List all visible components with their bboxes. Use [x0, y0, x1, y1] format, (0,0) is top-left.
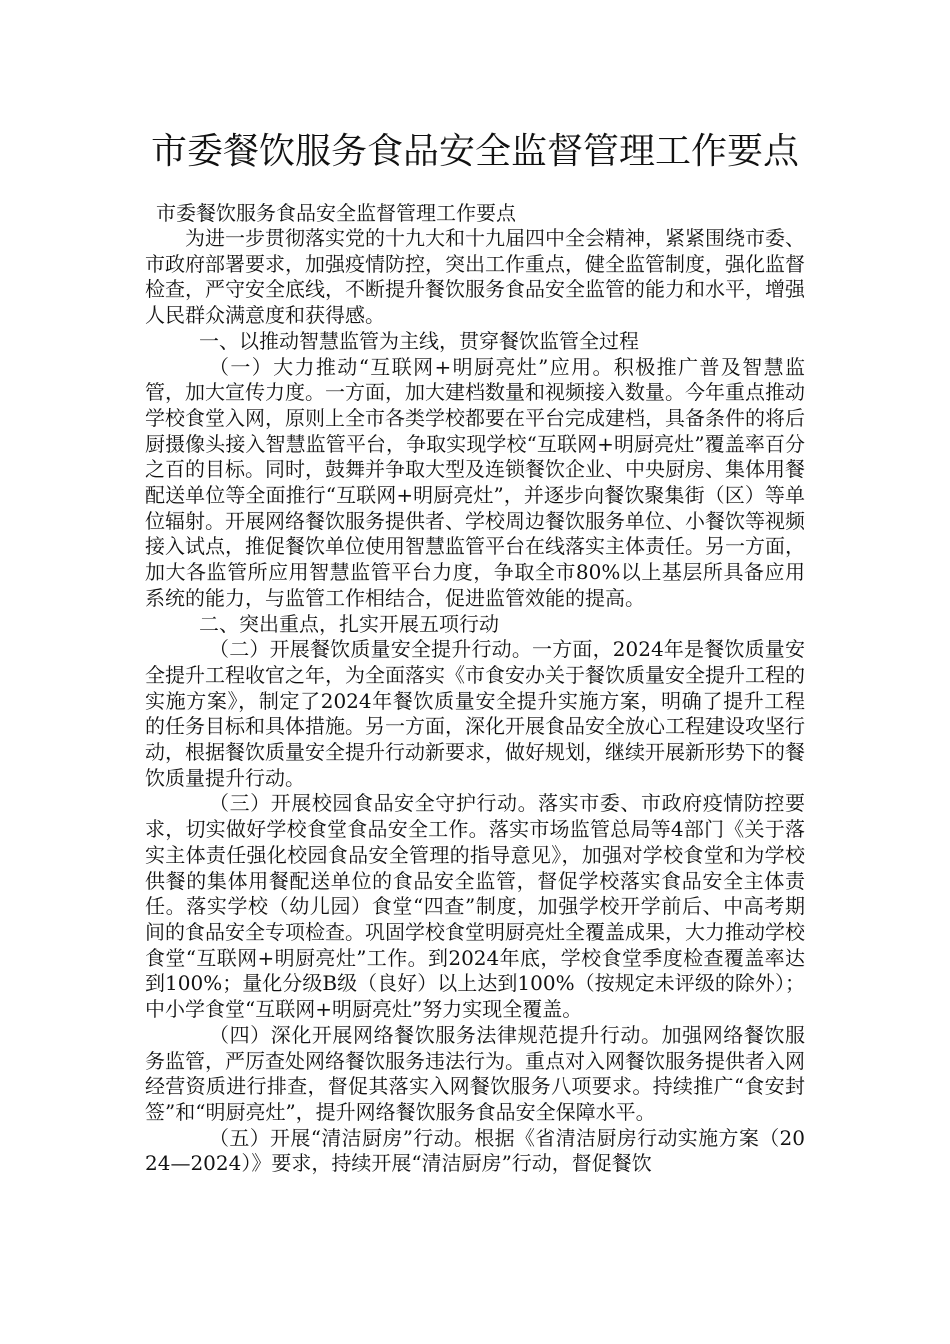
paragraph-item-3: （三）开展校园食品安全守护行动。落实市委、市政府疫情防控要求，切实做好学校食堂食品安全工作。落实市场监管总局等4部门《关于落实主体责任强化校园食品安全管理的指导意见》，加强对学校食堂和为学校供餐的集体用餐配送单位的食品安全监管，督促学校落实食品安全主体责任。落实学校（幼儿园）食堂“四查”制度，加强学校开学前后、中高考期间的食品安全专项检查。巩固学校食堂明厨亮灶全覆盖成果，大力推动学校食堂“互联网+明厨亮灶”工作。到2024年底，学校食堂季度检查覆盖率达到100%；量化分级B级（良好）以上达到100%（按规定未评级的除外）；中小学食堂“互联网+明厨亮灶”努力实现全覆盖。 — [145, 791, 805, 1022]
section-heading-2: 二、突出重点，扎实开展五项行动 — [199, 611, 499, 636]
paragraph-item-1: （一）大力推动“互联网+明厨亮灶”应用。积极推广普及智慧监管，加大宣传力度。一方面，加大建档数量和视频接入数量。今年重点推动学校食堂入网，原则上全市各类学校都要在平台完成建档，具备条件的将后厨摄像头接入智慧监管平台，争取实现学校“互联网+明厨亮灶”覆盖率百分之百的目标。同时，鼓舞并争取大型及连锁餐饮企业、中央厨房、集体用餐配送单位等全面推行“互联网+明厨亮灶”，并逐步向餐饮聚集街（区）等单位辐射。开展网络餐饮服务提供者、学校周边餐饮服务单位、小餐饮等视频接入试点，推促餐饮单位使用智慧监管平台在线落实主体责任。另一方面，加大各监管所应用智慧监管平台力度，争取全市80%以上基层所具备应用系统的能力，与监管工作相结合，促进监管效能的提高。 — [145, 354, 805, 610]
paragraph-item-5: （五）开展“清洁厨房”行动。根据《省清洁厨房行动实施方案（2024—2024）》要求，持续开展“清洁厨房”行动，督促餐饮 — [145, 1125, 805, 1176]
paragraph-item-4: （四）深化开展网络餐饮服务法律规范提升行动。加强网络餐饮服务监管，严厉查处网络餐饮服务违法行为。重点对入网餐饮服务提供者入网经营资质进行排查，督促其落实入网餐饮服务八项要求。持续推广“食安封签”和“明厨亮灶”，提升网络餐饮服务食品安全保障水平。 — [145, 1022, 805, 1124]
paragraph-intro: 为进一步贯彻落实党的十九大和十九届四中全会精神，紧紧围绕市委、市政府部署要求，加强疫情防控，突出工作重点，健全监管制度，强化监督检查，严守安全底线，不断提升餐饮服务食品安全监管的能力和水平，增强人民群众满意度和获得感。 — [145, 226, 805, 328]
paragraph-item-2: （二）开展餐饮质量安全提升行动。一方面，2024年是餐饮质量安全提升工程收官之年，为全面落实《市食安办关于餐饮质量安全提升工程的实施方案》，制定了2024年餐饮质量安全提升实施方案，明确了提升工程的任务目标和具体措施。另一方面，深化开展食品安全放心工程建设攻坚行动，根据餐饮质量安全提升行动新要求，做好规划，继续开展新形势下的餐饮质量提升行动。 — [145, 637, 805, 790]
document-title: 市委餐饮服务食品安全监督管理工作要点 — [150, 131, 799, 172]
section-heading-1: 一、以推动智慧监管为主线，贯穿餐饮监管全过程 — [199, 328, 639, 353]
document-page — [145, 0, 805, 1177]
document-subtitle: 市委餐饮服务食品安全监督管理工作要点 — [156, 201, 516, 225]
